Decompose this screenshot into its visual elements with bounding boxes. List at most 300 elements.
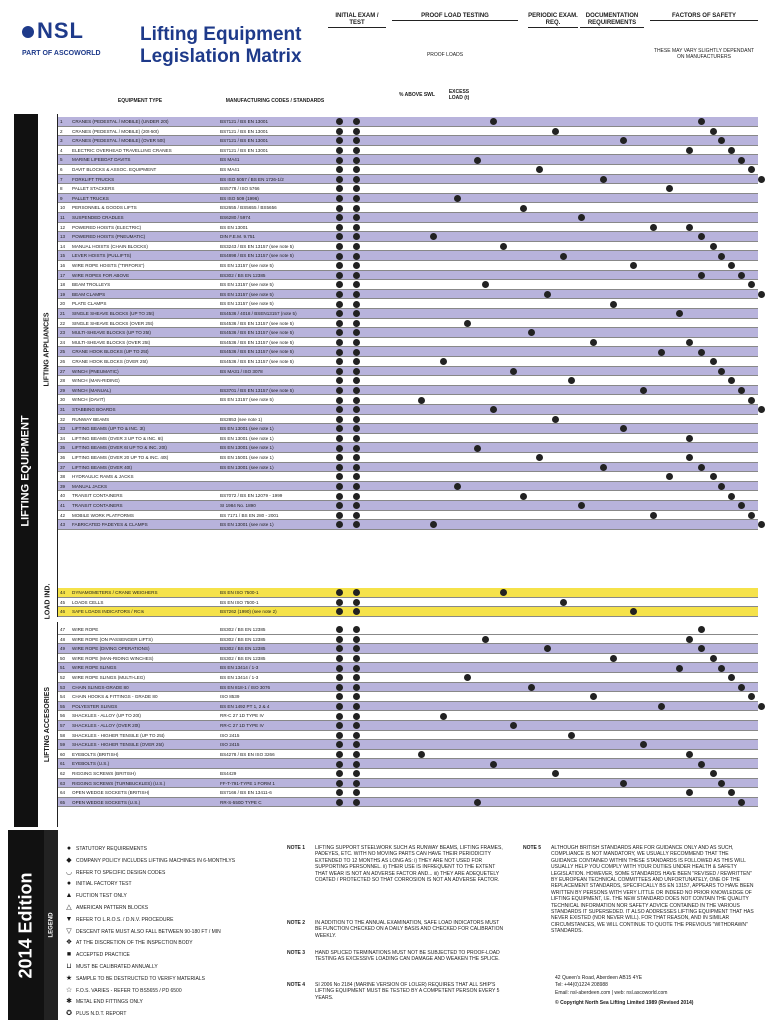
cell-mark xyxy=(336,224,343,231)
row-number: 27 xyxy=(60,368,66,374)
table-row xyxy=(58,347,758,357)
equipment-type: RIGGING SCREWS (TURNBUCKLES) (U.S.) xyxy=(72,780,166,786)
equipment-type: TRANSIT CONTAINERS xyxy=(72,503,123,508)
table-row xyxy=(58,175,758,185)
legend-text: FUCTION TEST ONLY xyxy=(76,893,127,900)
standard-code: BS MA41 xyxy=(220,167,240,172)
row-cells xyxy=(332,654,758,664)
cell-mark xyxy=(353,397,360,404)
equipment-type: WINCH (MANUAL) xyxy=(72,387,112,393)
cell-mark xyxy=(353,205,360,212)
row-cells xyxy=(332,376,758,386)
cell-mark xyxy=(353,329,360,336)
cell-mark xyxy=(336,425,343,432)
cell-mark xyxy=(353,789,360,796)
standard-code: BS EN 13001 (see note 1) xyxy=(220,435,274,441)
legend-text: PLUS N.D.T. REPORT xyxy=(76,1011,127,1018)
cell-mark xyxy=(353,214,360,221)
table-row xyxy=(58,117,758,127)
cell-mark xyxy=(336,157,343,164)
cell-mark xyxy=(718,483,725,490)
cell-mark xyxy=(336,684,343,691)
standard-code: SI 1984 No. 1890 xyxy=(220,503,256,508)
standard-code: BS MA41 xyxy=(220,157,240,163)
cell-mark xyxy=(336,454,343,461)
table-row xyxy=(58,472,758,482)
cell-mark xyxy=(353,493,360,500)
row-cells xyxy=(332,721,758,731)
cell-mark xyxy=(610,655,617,662)
equipment-type: LOADS CELLS xyxy=(72,599,104,605)
standard-code: BS MA31 / ISO 3078 xyxy=(220,368,263,374)
equipment-type: MARINE LIFEBOAT DAVITS xyxy=(72,157,131,163)
row-number: 62 xyxy=(60,771,66,776)
equipment-type: POLYESTER SLINGS xyxy=(72,703,118,709)
cell-mark xyxy=(544,645,551,652)
equipment-type: BEAM TROLLEYS xyxy=(72,282,111,288)
row-cells xyxy=(332,386,758,396)
row-cells xyxy=(332,117,758,127)
standard-code: BS EN 13001 xyxy=(220,224,248,230)
row-number: 63 xyxy=(60,780,66,786)
table-row xyxy=(58,463,758,473)
row-number: 9 xyxy=(60,195,63,201)
cell-mark xyxy=(336,464,343,471)
cell-mark xyxy=(474,157,481,164)
cell-mark xyxy=(353,608,360,615)
row-number: 48 xyxy=(60,636,66,642)
equipment-type: WIRE ROPE SLINGS xyxy=(72,665,117,671)
logo-text: NSL xyxy=(37,18,84,43)
cell-mark xyxy=(353,243,360,250)
note-label: NOTE 3 xyxy=(287,950,306,956)
cell-mark xyxy=(336,780,343,787)
row-cells xyxy=(332,779,758,789)
row-cells xyxy=(332,203,758,213)
row-number: 8 xyxy=(60,186,63,192)
row-cells xyxy=(332,731,758,741)
legend-text: INITIAL FACTORY TEST xyxy=(76,881,132,888)
copyright: © Copyright North Sea Lifting Limited 1989 (Revised 2014) xyxy=(555,1000,694,1006)
table-row xyxy=(58,607,758,617)
table-row xyxy=(58,395,758,405)
table-row xyxy=(58,290,758,300)
cell-mark xyxy=(568,732,575,739)
legend-item xyxy=(62,855,282,866)
cell-mark xyxy=(510,368,517,375)
standard-code: BS EN 13157 (see note 5) xyxy=(220,301,274,307)
row-number: 21 xyxy=(60,311,66,316)
row-number: 31 xyxy=(60,407,66,412)
table-row xyxy=(58,338,758,348)
standard-code: BS EN 13157 (see note 5) xyxy=(220,291,274,297)
codes-header: MANUFACTURING CODES / STANDARDS xyxy=(225,98,325,104)
cell-mark xyxy=(718,137,725,144)
table-row xyxy=(58,319,758,329)
cell-mark xyxy=(454,483,461,490)
row-number: 41 xyxy=(60,503,66,508)
cell-mark xyxy=(698,233,705,240)
cell-mark xyxy=(738,684,745,691)
cell-mark xyxy=(698,464,705,471)
note-label: NOTE 4 xyxy=(287,982,306,988)
row-number: 11 xyxy=(60,215,65,220)
cell-mark xyxy=(336,502,343,509)
row-number: 64 xyxy=(60,790,66,796)
cell-mark xyxy=(440,713,447,720)
cell-mark xyxy=(336,272,343,279)
equipment-type: LIFTING BEAMS (UP TO & INC. 3t) xyxy=(72,426,146,432)
cell-mark xyxy=(758,406,765,413)
cell-mark xyxy=(336,799,343,806)
cell-mark xyxy=(353,291,360,298)
table-row xyxy=(58,769,758,779)
cell-mark xyxy=(630,608,637,615)
equipment-type: RUNWAY BEAMS xyxy=(72,416,110,422)
table-row xyxy=(58,673,758,683)
row-cells xyxy=(332,769,758,779)
cell-mark xyxy=(353,741,360,748)
equipment-type: WINCH (DAVIT) xyxy=(72,397,106,403)
cell-mark xyxy=(353,310,360,317)
cell-mark xyxy=(528,329,535,336)
row-cells xyxy=(332,299,758,309)
cell-mark xyxy=(676,310,683,317)
cell-mark xyxy=(748,512,755,519)
row-number: 15 xyxy=(60,253,66,259)
row-number: 4 xyxy=(60,147,63,153)
cell-mark xyxy=(620,137,627,144)
cell-mark xyxy=(353,281,360,288)
logo-mark-icon xyxy=(22,26,34,38)
cell-mark xyxy=(353,780,360,787)
cell-mark xyxy=(353,665,360,672)
cell-mark xyxy=(336,473,343,480)
standard-code: BS302 / BS EN 12385 xyxy=(220,627,266,632)
legend-symbol-icon: ◆ xyxy=(66,856,72,864)
equipment-type: SINGLE SHEAVE BLOCKS (UP TO 25t) xyxy=(72,311,155,316)
cell-mark xyxy=(353,684,360,691)
legend-text: REFER TO L.R.O.S. / D.N.V. PROCEDURE xyxy=(76,916,174,923)
equipment-type: WIRE ROPE HOISTS ("TIRFORS") xyxy=(72,263,145,268)
cell-mark xyxy=(676,665,683,672)
row-number: 53 xyxy=(60,684,66,690)
row-cells xyxy=(332,165,758,175)
row-number: 33 xyxy=(60,426,66,432)
cell-mark xyxy=(353,406,360,413)
standard-code: BS7121 / BS EN 13001 xyxy=(220,147,269,153)
cell-mark xyxy=(353,761,360,768)
row-number: 24 xyxy=(60,339,66,345)
cell-mark xyxy=(353,368,360,375)
title-line-1: Lifting Equipment xyxy=(140,24,302,45)
standard-code: ISO 8539 xyxy=(220,694,240,700)
standard-code: BS7121 / BS EN 13001 xyxy=(220,138,269,144)
legend-item xyxy=(62,914,282,925)
cell-mark xyxy=(500,243,507,250)
cell-mark xyxy=(686,751,693,758)
standard-code: BS6280 / 5974 xyxy=(220,215,251,220)
cell-mark xyxy=(353,445,360,452)
equipment-type: SHACKLES - ALLOY (OVER 20t) xyxy=(72,723,141,728)
cell-mark xyxy=(353,521,360,528)
table-row xyxy=(58,702,758,712)
standard-code: BS EN 13414 / 1-3 xyxy=(220,675,259,680)
cell-mark xyxy=(728,147,735,154)
standard-code: BS4536 / BS EN 13157 (see note 5) xyxy=(220,349,294,355)
equipment-type: WIRE ROPE SLINGS (MULTI-LEG) xyxy=(72,675,145,680)
equipment-header: EQUIPMENT TYPE xyxy=(117,98,163,104)
standard-code: RR-C 27 1D TYPE IV xyxy=(220,713,264,719)
row-cells xyxy=(332,175,758,185)
equipment-type: STABBING BOARDS xyxy=(72,407,116,412)
logo-tagline: PART OF ASCOWORLD xyxy=(22,50,101,57)
cell-mark xyxy=(336,301,343,308)
cell-mark xyxy=(336,118,343,125)
section-accessories xyxy=(38,622,58,827)
legend-text: MUST BE CALIBRATED ANNUALLY xyxy=(76,964,158,970)
row-number: 23 xyxy=(60,330,66,336)
table-row xyxy=(58,721,758,731)
cell-mark xyxy=(698,349,705,356)
row-number: 26 xyxy=(60,359,66,364)
cell-mark xyxy=(353,320,360,327)
row-number: 42 xyxy=(60,512,66,518)
cell-mark xyxy=(336,253,343,260)
cell-mark xyxy=(560,253,567,260)
equipment-type: PALLET TRUCKS xyxy=(72,195,109,201)
equipment-type: WINCH (MAN-RIDING) xyxy=(72,378,120,384)
legend-symbol-icon: ◡ xyxy=(65,868,73,876)
row-cells xyxy=(332,663,758,673)
table-row xyxy=(58,271,758,281)
legend-item xyxy=(62,985,282,996)
legend-item xyxy=(62,902,282,913)
equipment-type: CRANES (PEDESTAL / MOBILE) (20t-50t) xyxy=(72,128,159,134)
table-row xyxy=(58,588,758,598)
cell-mark xyxy=(336,713,343,720)
cell-mark xyxy=(353,483,360,490)
row-number: 3 xyxy=(60,138,63,144)
equipment-type: CRANE HOOK BLOCKS (OVER 25t) xyxy=(72,359,148,364)
row-number: 25 xyxy=(60,349,66,355)
cell-mark xyxy=(353,358,360,365)
cell-mark xyxy=(353,349,360,356)
note-text: SI 2006 No 2184 (MARINE VERSION OF LOLER) REQUIRES THAT ALL SHIP'S LIFTING EQUIPMENT MUST BE TESTED BY A COMPETENT PERSON EVERY 5 YEARS. xyxy=(315,982,500,1001)
cell-mark xyxy=(353,626,360,633)
cell-mark xyxy=(698,118,705,125)
cell-mark xyxy=(353,722,360,729)
row-number: 32 xyxy=(60,416,66,422)
cell-mark xyxy=(336,703,343,710)
note-text: HAND SPLICED TERMINATIONS MUST NOT BE SUBJECTED TO PROOF-LOAD TESTING AS EXCESSIVE LOADING CAN DAMAGE AND WEAKEN THE SPLICE. xyxy=(315,950,500,963)
cell-mark xyxy=(336,185,343,192)
table-row xyxy=(58,598,758,608)
table-row xyxy=(58,280,758,290)
row-cells xyxy=(332,443,758,453)
cell-mark xyxy=(536,166,543,173)
standard-code: BS4536 / BS EN 13157 (see note 5) xyxy=(220,339,294,345)
cell-mark xyxy=(430,521,437,528)
equipment-type: PERSONNEL & GOODS LIFTS xyxy=(72,205,137,211)
row-cells xyxy=(332,242,758,252)
equipment-type: CHAIN HOOKS & FITTINGS - GRADE 80 xyxy=(72,694,158,700)
row-cells xyxy=(332,472,758,482)
standard-code: BS7166 / BS EN 13411-6 xyxy=(220,790,272,796)
cell-mark xyxy=(464,320,471,327)
pct-swl-header: % ABOVE SWL xyxy=(399,92,435,98)
page-title xyxy=(140,24,302,68)
row-cells xyxy=(332,588,758,598)
equipment-type: LIFTING BEAMS (OVER 20 UP TO & INC. 40t) xyxy=(72,455,169,460)
cell-mark xyxy=(650,224,657,231)
cell-mark xyxy=(686,454,693,461)
cell-mark xyxy=(336,512,343,519)
equipment-type: MOBILE WORK PLATFORMS xyxy=(72,512,134,518)
cell-mark xyxy=(748,281,755,288)
cell-mark xyxy=(353,118,360,125)
standard-code: BS3701 / BS EN 13157 (see note 5) xyxy=(220,387,294,393)
table-row xyxy=(58,367,758,377)
standard-code: RR-S-550D TYPE C xyxy=(220,799,262,805)
cell-mark xyxy=(353,435,360,442)
cell-mark xyxy=(353,425,360,432)
cell-mark xyxy=(738,387,745,394)
cell-mark xyxy=(718,780,725,787)
cell-mark xyxy=(698,626,705,633)
equipment-type: WIRE ROPE xyxy=(72,627,99,632)
cell-mark xyxy=(336,128,343,135)
cell-mark xyxy=(336,589,343,596)
legend-symbol-icon: ⊔ xyxy=(66,963,72,970)
cell-mark xyxy=(353,272,360,279)
row-number: 10 xyxy=(60,205,66,211)
standard-code: BS EN ISO 7500-1 xyxy=(220,590,259,595)
table-row xyxy=(58,299,758,309)
legend-symbol-icon: ● xyxy=(66,845,72,852)
equipment-type: MULTI-SHEAVE BLOCKS (UP TO 25t) xyxy=(72,330,151,336)
cell-mark xyxy=(718,368,725,375)
cell-mark xyxy=(336,770,343,777)
legend-symbol-icon: △ xyxy=(66,904,72,911)
row-cells xyxy=(332,683,758,693)
table-row xyxy=(58,405,758,415)
row-number: 37 xyxy=(60,464,66,470)
cell-mark xyxy=(738,502,745,509)
cell-mark xyxy=(336,339,343,346)
cell-mark xyxy=(353,473,360,480)
row-cells xyxy=(332,740,758,750)
legend-item xyxy=(62,1008,282,1019)
cell-mark xyxy=(336,358,343,365)
cell-mark xyxy=(490,406,497,413)
table-row xyxy=(58,779,758,789)
table-row xyxy=(58,194,758,204)
equipment-type: SAFE LOADS INDICATORS / RCIs xyxy=(72,609,145,615)
row-cells xyxy=(332,194,758,204)
legend-symbol-icon: ❖ xyxy=(65,939,73,947)
legend-item xyxy=(62,926,282,937)
cell-mark xyxy=(658,349,665,356)
standard-code: BS4536 / BS EN 13157 (see note 5) xyxy=(220,320,294,326)
section-appliances xyxy=(38,114,58,585)
row-number: 57 xyxy=(60,723,66,728)
row-number: 58 xyxy=(60,732,66,738)
cell-mark xyxy=(353,416,360,423)
cell-mark xyxy=(758,291,765,298)
table-row xyxy=(58,261,758,271)
cell-mark xyxy=(336,751,343,758)
table-row xyxy=(58,376,758,386)
table-row xyxy=(58,692,758,702)
row-cells xyxy=(332,328,758,338)
cell-mark xyxy=(336,329,343,336)
table-row xyxy=(58,155,758,165)
row-cells xyxy=(332,367,758,377)
table-row xyxy=(58,788,758,798)
cell-mark xyxy=(336,789,343,796)
cell-mark xyxy=(353,693,360,700)
legend-symbol-icon: ✱ xyxy=(66,998,72,1006)
cell-mark xyxy=(686,224,693,231)
legend-item xyxy=(62,996,282,1007)
legend-item xyxy=(62,890,282,901)
cell-mark xyxy=(430,233,437,240)
legend-text: DESCENT RATE MUST ALSO FALL BETWEEN 90-180 FT / MIN xyxy=(76,928,221,935)
table-row xyxy=(58,625,758,635)
standard-code: BS302 / BS EN 12385 xyxy=(220,646,266,652)
row-cells xyxy=(332,405,758,415)
equipment-type: LIFTING BEAMS (OVER 3 UP TO & INC. 6t) xyxy=(72,435,164,441)
equipment-type: WIRE ROPE (MAN-RIDING WINCHES) xyxy=(72,655,154,661)
standard-code: BS EN 818-1 / ISO 3076 xyxy=(220,684,271,690)
cell-mark xyxy=(336,147,343,154)
cell-mark xyxy=(353,253,360,260)
equipment-type: CRANES (PEDESTAL / MOBILE) (UNDER 20t) xyxy=(72,119,169,124)
row-number: 22 xyxy=(60,320,66,326)
equipment-type: CHAIN SLINGS-GRADE 80 xyxy=(72,684,129,690)
row-cells xyxy=(332,750,758,760)
cell-mark xyxy=(440,358,447,365)
cell-mark xyxy=(353,176,360,183)
cell-mark xyxy=(353,387,360,394)
standard-code: BS EN 13001 (see note 1) xyxy=(220,464,274,470)
row-cells xyxy=(332,251,758,261)
row-cells xyxy=(332,319,758,329)
cell-mark xyxy=(418,397,425,404)
edition xyxy=(8,830,44,1020)
cell-mark xyxy=(353,233,360,240)
row-cells xyxy=(332,290,758,300)
equipment-type: TRANSIT CONTAINERS xyxy=(72,493,123,499)
table-row xyxy=(58,683,758,693)
cell-mark xyxy=(710,655,717,662)
cell-mark xyxy=(666,473,673,480)
row-cells xyxy=(332,155,758,165)
section-load xyxy=(38,585,58,617)
table-row xyxy=(58,415,758,425)
cell-mark xyxy=(666,185,673,192)
row-number: 36 xyxy=(60,455,66,460)
legend-text: F.O.S. VARIES - REFER TO BS5655 / PD 6500 xyxy=(76,987,182,994)
cell-mark xyxy=(686,147,693,154)
equipment-type: ELECTRIC OVERHEAD TRAVELLING CRANES xyxy=(72,147,172,153)
section-accessories-label: LIFTING ACCESORIES xyxy=(44,686,52,763)
row-cells xyxy=(332,788,758,798)
cell-mark xyxy=(336,176,343,183)
cell-mark xyxy=(658,703,665,710)
cell-mark xyxy=(738,799,745,806)
